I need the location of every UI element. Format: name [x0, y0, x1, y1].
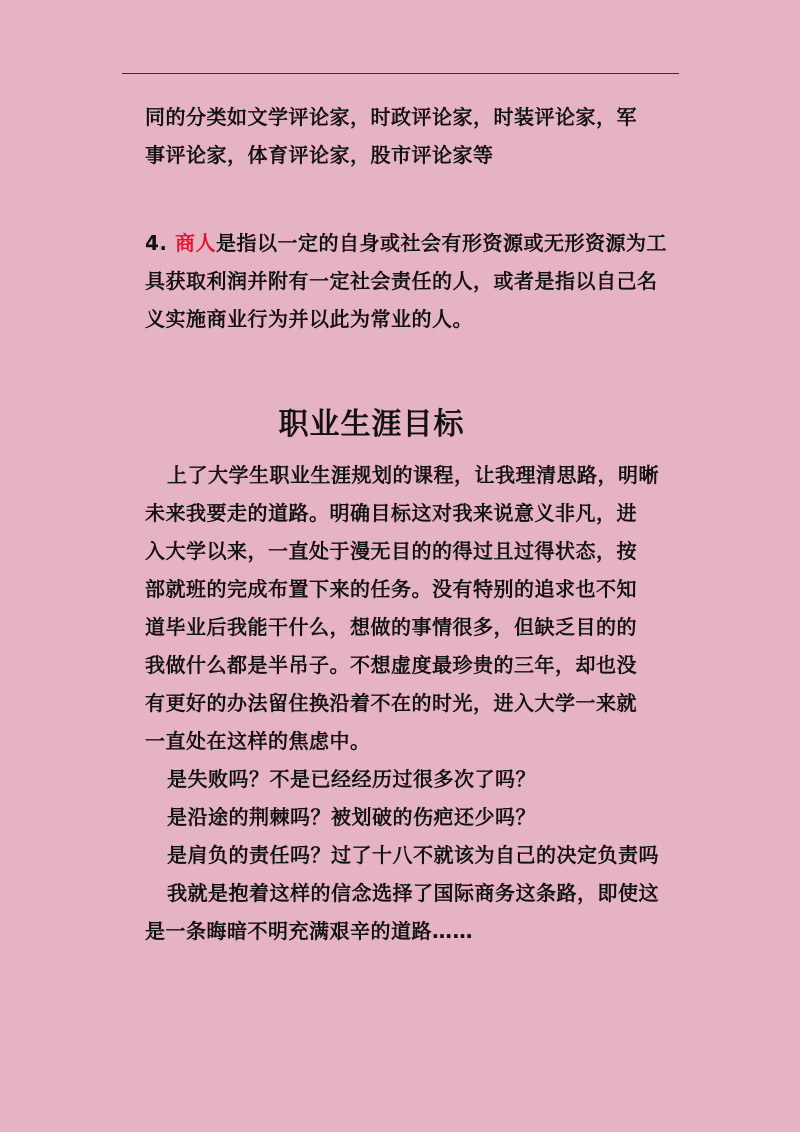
question-line: 是肩负的责任吗？过了十八不就该为自己的决定负责吗	[167, 843, 659, 867]
question-line: 是失败吗？不是已经经历过很多次了吗？	[167, 767, 536, 791]
header-rule	[122, 73, 679, 74]
text-line: 一直处在这样的焦虑中。	[145, 729, 371, 753]
text-line: 我做什么都是半吊子。不想虚度最珍贵的三年，却也没	[145, 653, 637, 677]
item-4-line-1	[145, 224, 685, 262]
text-line: 部就班的完成布置下来的任务。没有特别的追求也不知	[145, 577, 637, 601]
text-line: 道毕业后我能干什么，想做的事情很多，但缺乏目的的	[145, 615, 637, 639]
text-line: 同的分类如文学评论家，时政评论家，时装评论家，军	[145, 105, 637, 129]
text-run: 是指以一定的自身或社会有形资源或无形资源为工	[215, 231, 667, 255]
text-line: 未来我要走的道路。明确目标这对我来说意义非凡，进	[145, 501, 637, 525]
text-line: 事评论家，体育评论家，股市评论家等	[145, 143, 494, 167]
item-number: 4.	[145, 231, 168, 255]
item-4-paragraph	[145, 224, 685, 338]
section-title: 职业生涯目标	[278, 407, 465, 442]
highlighted-term: 商人	[174, 231, 216, 255]
text-line: 入大学以来，一直处于漫无目的的得过且过得状态，按	[145, 539, 637, 563]
previous-section-continuation	[145, 98, 685, 174]
career-paragraph	[145, 456, 685, 950]
text-line: 我就是抱着这样的信念选择了国际商务这条路，即使这	[167, 881, 659, 905]
question-line: 是沿途的荆棘吗？被划破的伤疤还少吗？	[167, 805, 536, 829]
text-line: 具获取利润并附有一定社会责任的人，或者是指以自己名	[145, 269, 658, 293]
text-line: 义实施商业行为并以此为常业的人。	[145, 307, 473, 331]
text-line: 是一条晦暗不明充满艰辛的道路……	[145, 919, 473, 943]
text-line: 有更好的办法留住换沿着不在的时光，进入大学一来就	[145, 691, 637, 715]
text-line: 上了大学生职业生涯规划的课程，让我理清思路，明晰	[167, 463, 659, 487]
